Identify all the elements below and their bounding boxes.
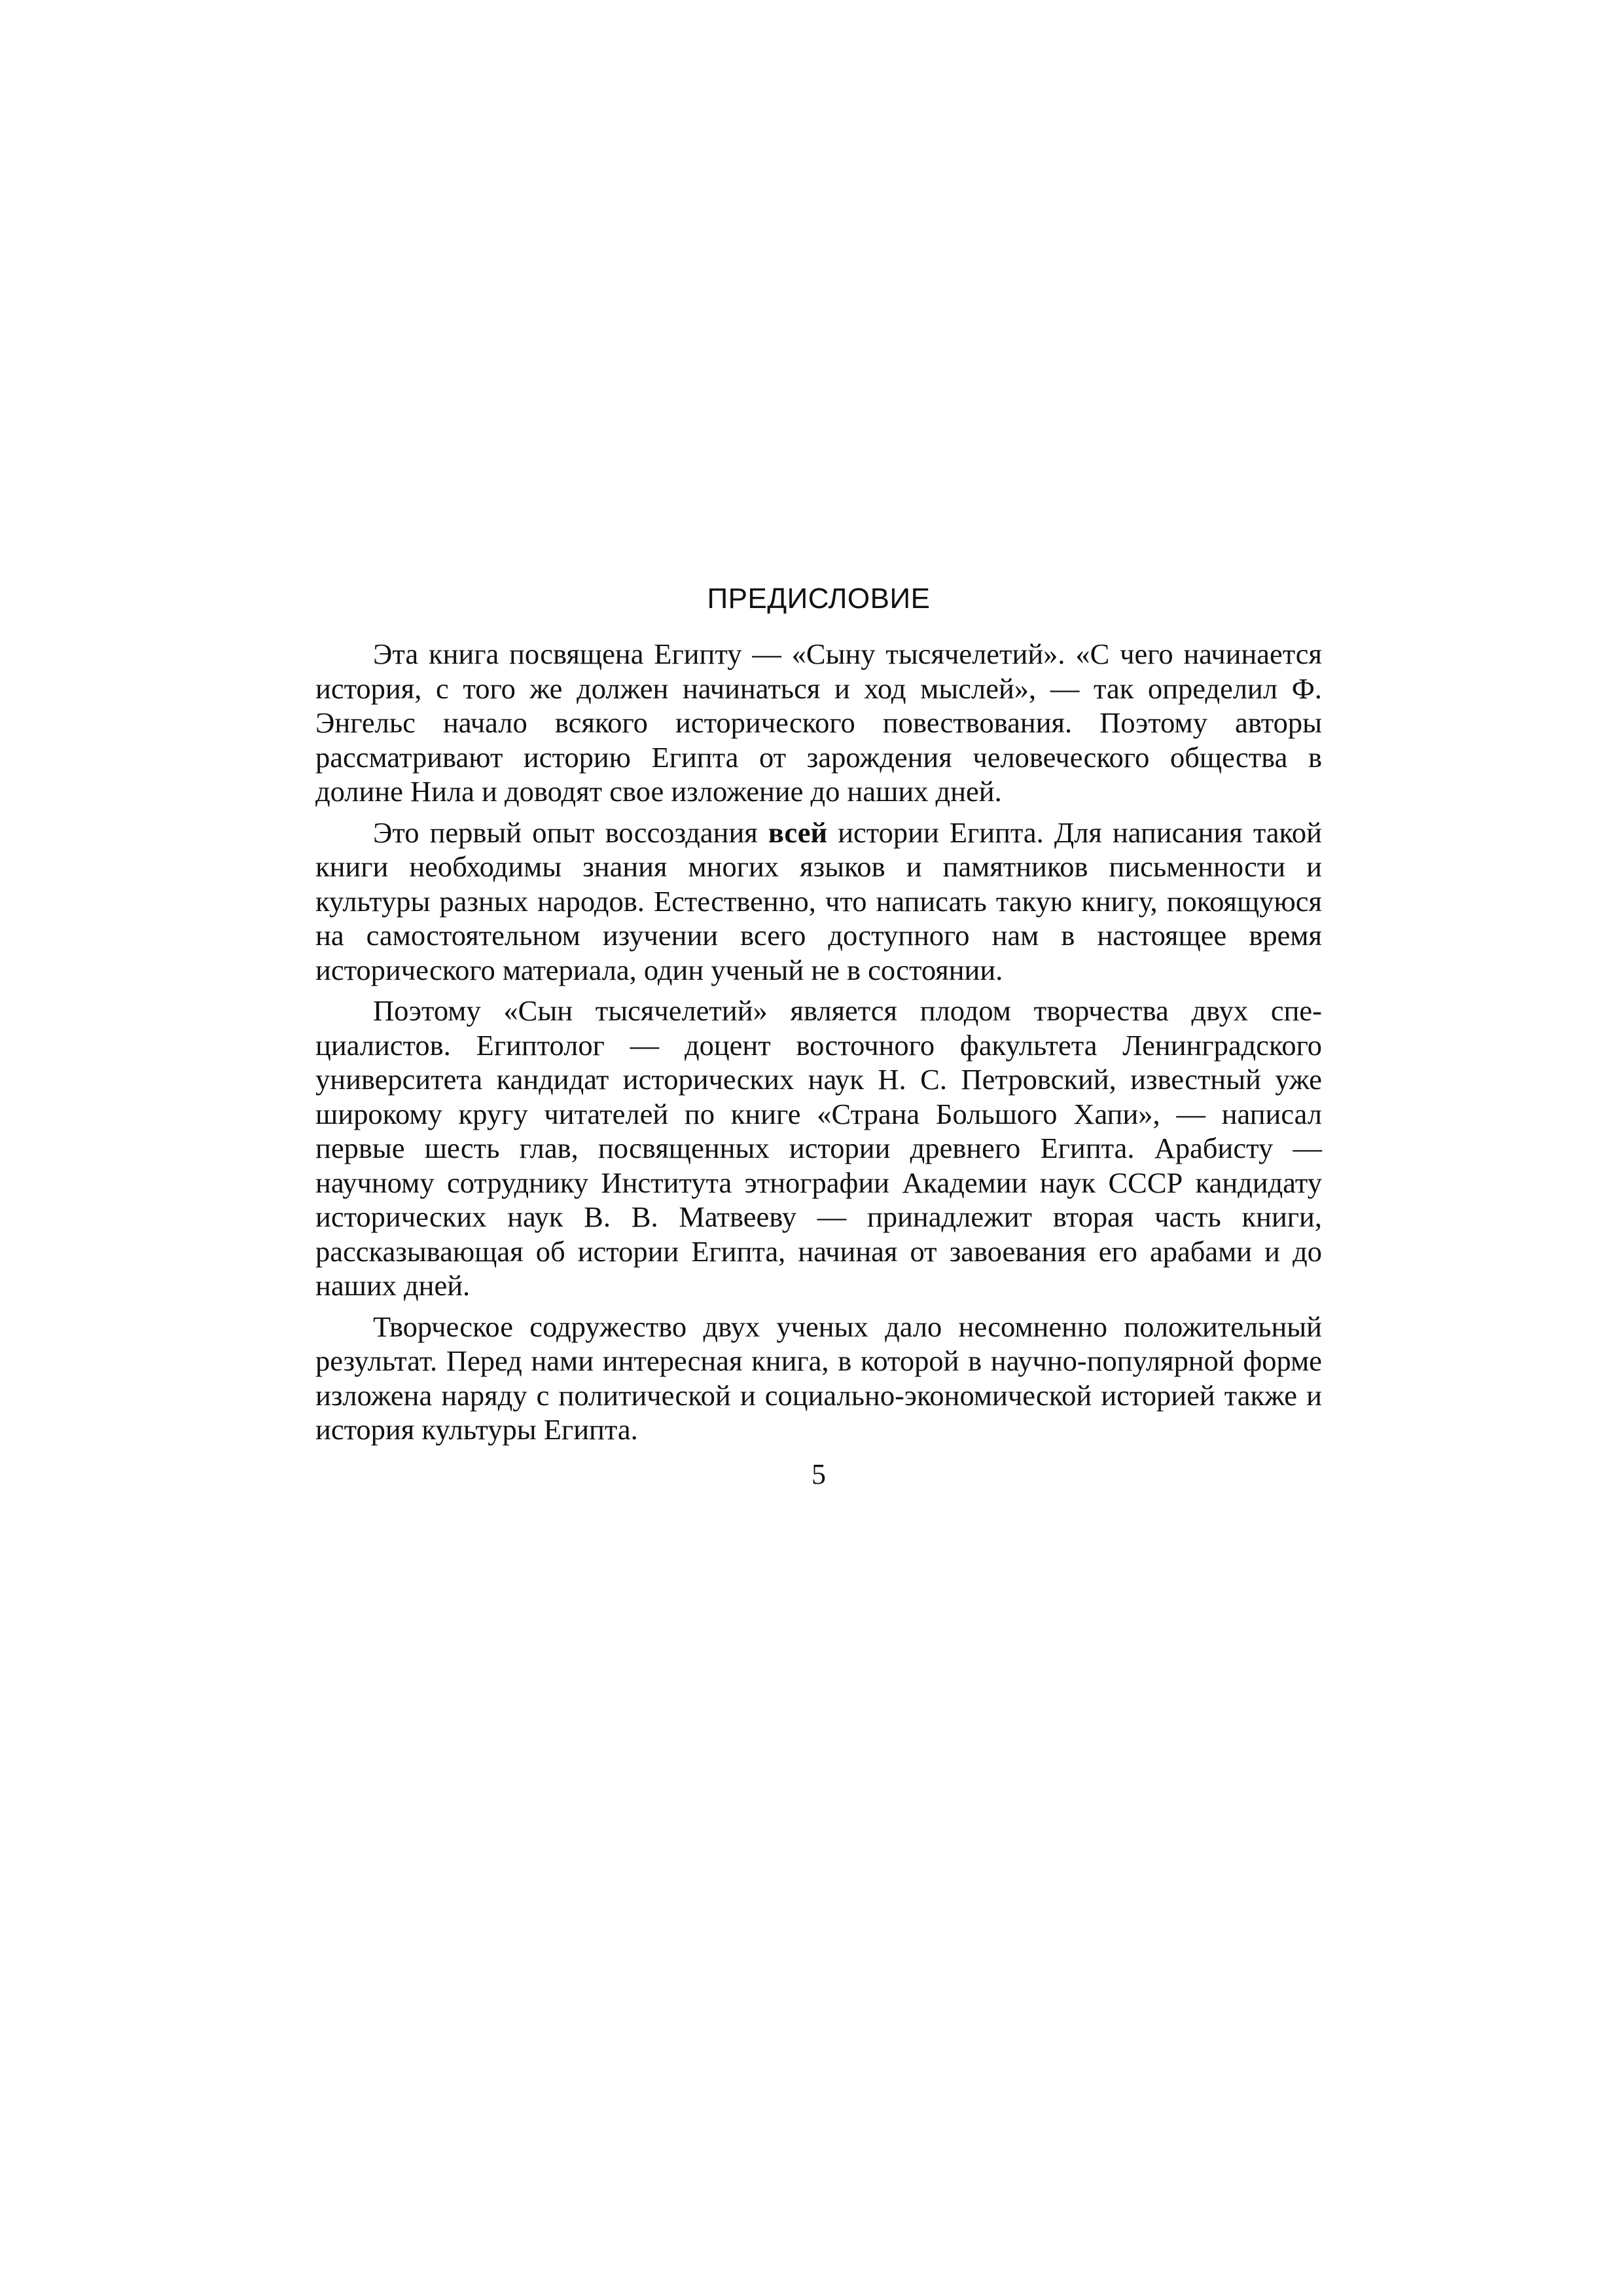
page-number: 5 — [812, 1458, 826, 1490]
page-content — [315, 579, 1322, 1493]
paragraph-4: Творческое содружество двух ученых дало несомненно положительный результат. Перед нами интересная книга, в которой в научно-популярной форме изложена наряду с политической и социально-экономической историей также и история культуры Египта. — [315, 1310, 1322, 1446]
page-title: ПРЕДИСЛОВИЕ — [707, 583, 931, 615]
paragraph-3: Поэтому «Сын тысячелетий» является плодом творчества двух специалистов. Египтолог — доцент восточного факультета Ленинградского университета кандидат исторических наук Н. С. Петровский, известный уже широкому кругу читателей по книге «Страна Большого Хапи», — написал первые шесть глав, посвященных истории древнего Египта. Арабисту — научному сотруднику Института этнографии Академии наук СССР кандидату исторических наук В. В. Матвееву — принадлежит вторая часть книги, рассказывающая об истории Египта, начиная от завоевания его арабами и до наших дней. — [315, 994, 1322, 1302]
paragraph-1: Эта книга посвящена Египту — «Сыну тысячелетий». «С чего начинается история, с того же должен начинаться и ход мыслей», — так определил Ф. Энгельс начало всякого исторического повествования. Поэтому авторы рассматривают историю Египта от зарождения человеческого общества в долине Нила и доводят свое изложение до наших дней. — [315, 637, 1322, 808]
paragraph-2-end: истории Египта. Для написания такой книги необходимы знания многих языков и памятников письменности и культуры разных народов. Естественно, что написать такую книгу, покоящуюся на самостоятельном изучении всего доступного нам в настоящее время исторического материала, один ученый не в состоянии. — [315, 816, 1322, 986]
paragraph-2-start: Это первый опыт воссоздания — [373, 816, 768, 849]
paragraph-2 — [315, 816, 1322, 988]
paragraph-2-emphasis: всей — [768, 816, 828, 849]
